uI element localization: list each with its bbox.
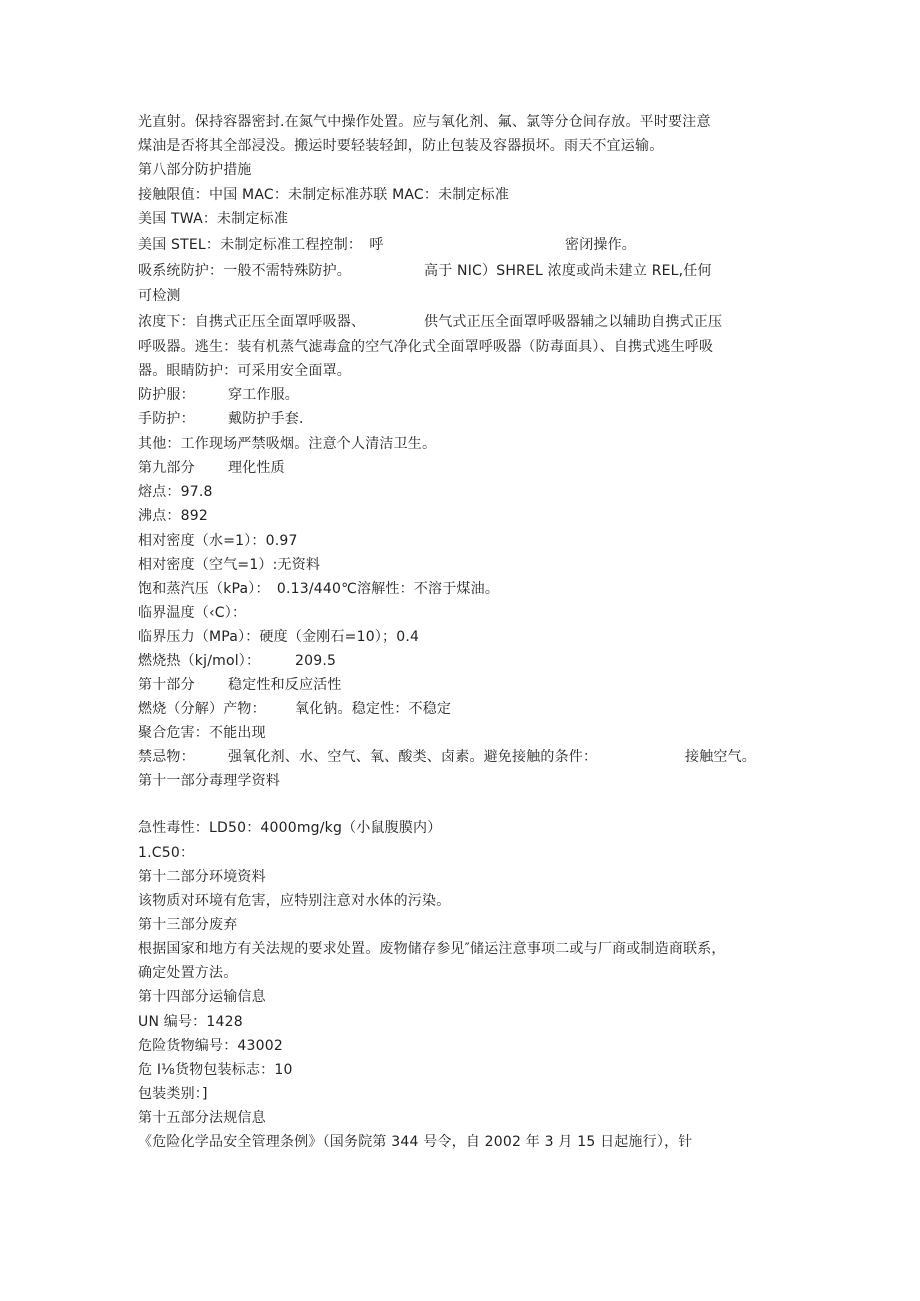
stel-line-left: 美国 STEL：未制定标准工程控制： 呼 (138, 237, 384, 253)
forbidden-value: 强氧化剂、水、空气、氧、酸类、卤素。避免接触的条件： (228, 749, 598, 765)
text-line: 根据国家和地方有关法规的要求处置。废物储存参见″储运注意事项二或与厂商或制造商联系， (138, 941, 726, 957)
section-heading: 第十一部分毒理学资料 (138, 773, 280, 789)
text-line: 可检测 (138, 288, 181, 304)
text-line: 该物质对环境有危害，应特别注意对水体的污染。 (138, 893, 451, 909)
conc-line-right: 供气式正压全面罩呼吸器辅之以辅助自携式正压 (424, 314, 723, 330)
hand-protect-label: 手防护： (138, 411, 195, 427)
section-heading-title: 稳定性和反应活性 (228, 677, 342, 693)
section-heading: 第十四部分运输信息 (138, 989, 266, 1005)
section-heading: 第十五部分法规信息 (138, 1110, 266, 1126)
property-line: 沸点：892 (138, 508, 208, 524)
text-line: 聚合危害：不能出现 (138, 725, 266, 741)
heat-value: 209.5 (295, 653, 337, 669)
section-heading: 第十二部分环境资料 (138, 869, 266, 885)
text-line: 光直射。保持容器密封.在氮气中操作处置。应与氧化剂、氟、氯等分仓间存放。平时要注意 (138, 114, 711, 130)
text-line: 危 I⅛货物包装标志：10 (138, 1062, 293, 1078)
text-line: 危险货物编号：43002 (138, 1038, 283, 1054)
section-heading-title: 理化性质 (228, 460, 285, 476)
text-line: 器。眼睛防护：可采用安全面罩。 (138, 363, 351, 379)
text-line: 美国 TWA：未制定标准 (138, 211, 289, 227)
resp-line-right: 高于 NIC）SHREL 浓度或尚未建立 REL,任何 (424, 263, 712, 279)
body-protect-label: 防护服： (138, 387, 195, 403)
text-line: 煤油是否将其全部浸没。搬运时要轻装轻卸，防止包装及容器损坏。雨天不宜运输。 (138, 138, 664, 154)
section-heading: 第八部分防护措施 (138, 162, 252, 178)
property-line: 熔点：97.8 (138, 484, 213, 500)
decomp-value: 氧化钠。稳定性：不稳定 (295, 701, 452, 717)
text-line: 其他：工作现场严禁吸烟。注意个人清洁卫生。 (138, 436, 437, 452)
section-heading-label: 第九部分 (138, 460, 195, 476)
decomp-label: 燃烧（分解）产物： (138, 701, 266, 717)
property-line: 相对密度（水=1）：0.97 (138, 533, 298, 549)
section-heading-label: 第十部分 (138, 677, 195, 693)
section-heading: 第十三部分废弃 (138, 917, 238, 933)
heat-label: 燃烧热（kj∕mol）： (138, 653, 261, 669)
property-line: 饱和蒸汽压（kPa）： 0.13/440℃溶解性：不溶于煤油。 (138, 581, 500, 597)
text-line: 急性毒性：LD50：4000mg∕kg（小鼠腹膜内） (138, 820, 442, 836)
forbidden-label: 禁忌物： (138, 749, 195, 765)
text-line: 呼吸器。逃生：装有机蒸气滤毒盒的空气净化式全面罩呼吸器（防毒面具）、自携式逃生呼吸 (138, 339, 714, 355)
text-line: 确定处置方法。 (138, 965, 238, 981)
forbidden-tail: 接触空气。 (685, 749, 756, 765)
property-line: 相对密度（空气=1）:无资料 (138, 557, 321, 573)
text-line: 接触限值：中国 MAC：未制定标准苏联 MAC：未制定标准 (138, 187, 510, 203)
text-line: 包装类别：] (138, 1086, 208, 1102)
property-line: 临界压力（MPa）：硬度（金刚石=10）；0.4 (138, 629, 420, 645)
text-line: UN 编号：1428 (138, 1014, 243, 1030)
body-protect-value: 穿工作服。 (228, 387, 299, 403)
resp-line-left: 吸系统防护：一般不需特殊防护。 (138, 263, 351, 279)
text-line: 《危险化学品安全管理条例》（国务院第 344 号令，自 2002 年 3 月 15 日起施行），针 (138, 1134, 693, 1150)
hand-protect-value: 戴防护手套. (228, 411, 304, 427)
property-line: 临界温度（‹C）： (138, 605, 247, 621)
conc-line-left: 浓度下：自携式正压全面罩呼吸器、 (138, 314, 366, 330)
text-line: 1.C50： (138, 845, 195, 861)
stel-line-right: 密闭操作。 (565, 237, 636, 253)
